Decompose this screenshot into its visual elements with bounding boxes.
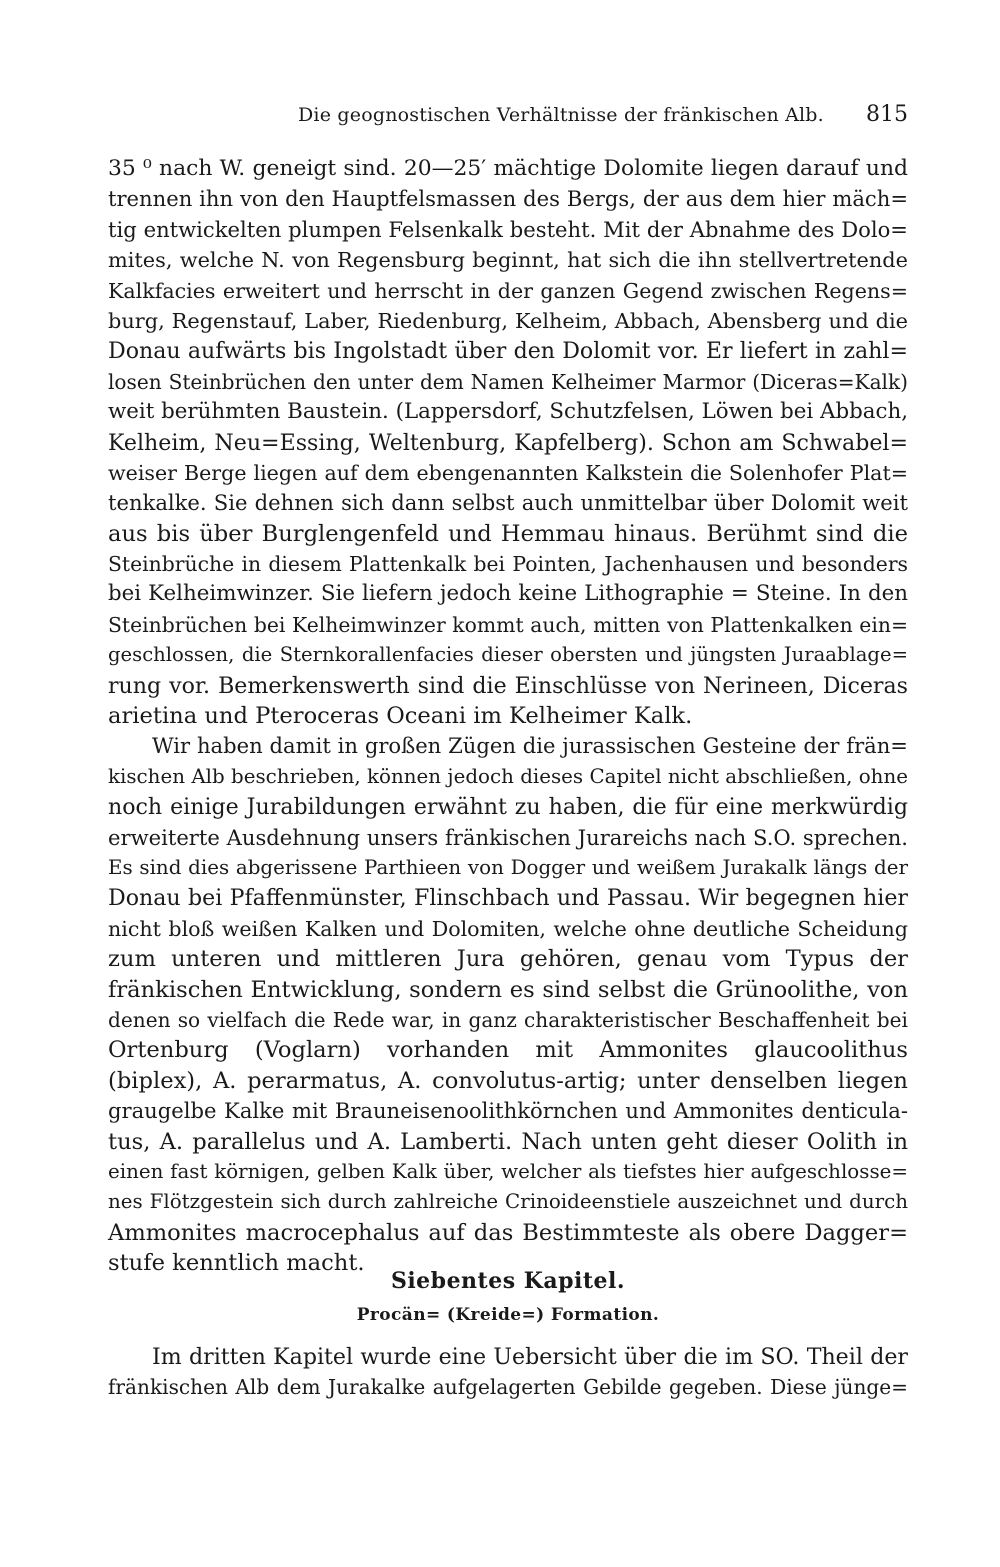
- text-line: (biplex), A. perarmatus, A. convolutus-artig; unter denselben liegen: [108, 1067, 908, 1094]
- text-line: noch einige Jurabildungen erwähnt zu haben, die für eine merkwürdig: [108, 794, 908, 821]
- main-text: [108, 154, 908, 1278]
- text-line: zum unteren und mittleren Jura gehören, genau vom Typus der: [108, 946, 908, 973]
- text-line: mites, welche N. von Regensburg beginnt, hat sich die ihn stellvertretende: [108, 248, 908, 273]
- text-line: kischen Alb beschrieben, können jedoch dieses Capitel nicht abschließen, ohne: [108, 764, 908, 788]
- text-line: weiser Berge liegen auf dem ebengenannten Kalkstein die Solenhofer Plat=: [108, 460, 908, 485]
- chapter-subtitle: Procän= (Kreide=) Formation.: [356, 1305, 660, 1325]
- text-line: arietina und Pteroceras Oceani im Kelheimer Kalk.: [108, 703, 693, 730]
- text-line: fränkischen Alb dem Jurakalke aufgelagerten Gebilde gegeben. Diese jünge=: [108, 1375, 908, 1400]
- text-line: tig entwickelten plumpen Felsenkalk besteht. Mit der Abnahme des Dolo=: [108, 216, 908, 242]
- text-line: weit berühmten Baustein. (Lappersdorf, Schutzfelsen, Löwen bei Abbach,: [108, 399, 908, 425]
- text-line: Wir haben damit in großen Zügen die jurassischen Gesteine der frän=: [152, 733, 908, 759]
- running-title: Die geognostischen Verhältnisse der fränkischen Alb.: [298, 104, 824, 126]
- text-line: einen fast körnigen, gelben Kalk über, welcher als tiefstes hier aufgeschlosse=: [108, 1159, 908, 1183]
- page-number: 815: [866, 102, 908, 127]
- text-line: Ammonites macrocephalus auf das Bestimmteste als obere Dagger=: [108, 1219, 908, 1246]
- text-line: denen so vielfach die Rede war, in ganz charakteristischer Beschaffenheit bei: [108, 1007, 908, 1032]
- text-line: Donau bei Pfaffenmünster, Flinschbach und Passau. Wir begegnen hier: [108, 885, 908, 912]
- text-line: Im dritten Kapitel wurde eine Uebersicht über die im SO. Theil der: [152, 1344, 908, 1370]
- chapter-title: Siebentes Kapitel.: [390, 1268, 626, 1294]
- text-line: bei Kelheimwinzer. Sie liefern jedoch keine Lithographie = Steine. In den: [108, 581, 908, 607]
- text-line: Kelheim, Neu=Essing, Weltenburg, Kapfelberg). Schon am Schwabel=: [108, 429, 908, 456]
- text-line: geschlossen, die Sternkorallenfacies dieser obersten und jüngsten Juraablage=: [108, 643, 908, 667]
- text-line: Donau aufwärts bis Ingolstadt über den Dolomit vor. Er liefert in zahl=: [108, 338, 908, 365]
- text-line: tus, A. parallelus und A. Lamberti. Nach unten geht dieser Oolith in: [108, 1128, 908, 1155]
- text-line: Steinbrüchen bei Kelheimwinzer kommt auch, mitten von Plattenkalken ein=: [108, 612, 908, 637]
- text-line: Ortenburg (Voglarn) vorhanden mit Ammonites glaucoolithus: [108, 1037, 908, 1064]
- text-line: graugelbe Kalke mit Brauneisenoolithkörnchen und Ammonites denticula-: [108, 1098, 908, 1124]
- text-line: trennen ihn von den Hauptfelsmassen des Bergs, der aus dem hier mäch=: [108, 186, 908, 212]
- text-line: stufe kenntlich macht.: [108, 1250, 365, 1277]
- text-line: Es sind dies abgerissene Parthieen von Dogger und weißem Jurakalk längs der: [108, 855, 908, 879]
- text-line: 35 ⁰ nach W. geneigt sind. 20—25′ mächtige Dolomite liegen darauf und: [108, 156, 908, 181]
- chapter-text: [108, 1342, 908, 1403]
- text-line: nicht bloß weißen Kalken und Dolomiten, welche ohne deutliche Scheidung: [108, 916, 908, 941]
- text-line: Kalkfacies erweitert und herrscht in der ganzen Gegend zwischen Regens=: [108, 278, 908, 303]
- text-line: rung vor. Bemerkenswerth sind die Einschlüsse von Nerineen, Diceras: [108, 672, 908, 699]
- text-line: tenkalke. Sie dehnen sich dann selbst auch unmittelbar über Dolomit weit: [108, 490, 908, 516]
- text-line: losen Steinbrüchen den unter dem Namen Kelheimer Marmor (Diceras=Kalk): [108, 369, 908, 394]
- text-line: nes Flötzgestein sich durch zahlreiche Crinoideenstiele auszeichnet und durch: [108, 1190, 908, 1214]
- text-line: aus bis über Burglengenfeld und Hemmau hinaus. Berühmt sind die: [108, 520, 908, 547]
- text-line: Steinbrüche in diesem Plattenkalk bei Pointen, Jachenhausen und besonders: [108, 552, 908, 577]
- text-line: burg, Regenstauf, Laber, Riedenburg, Kelheim, Abbach, Abensberg und die: [108, 308, 908, 333]
- text-line: erweiterte Ausdehnung unsers fränkischen Jurareichs nach S.O. sprechen.: [108, 824, 908, 850]
- text-line: fränkischen Entwicklung, sondern es sind selbst die Grünoolithe, von: [108, 976, 908, 1003]
- running-head: [108, 104, 908, 134]
